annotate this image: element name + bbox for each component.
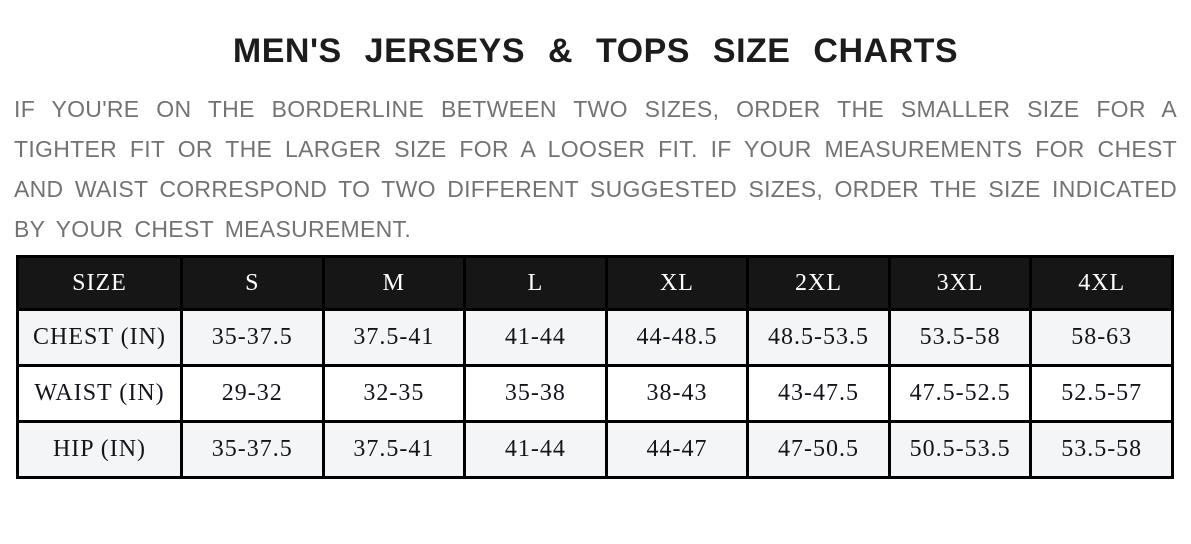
size-chart-page: [0, 34, 1191, 479]
size-value-cell: 52.5-57: [1031, 366, 1173, 422]
table-row: [18, 422, 1173, 478]
column-header: 2XL: [748, 257, 890, 310]
intro-line-1: IF YOU'RE ON THE BORDERLINE BETWEEN TWO SIZES, ORDER THE SMALLER SIZE FOR A: [14, 96, 1177, 122]
column-header: M: [323, 257, 465, 310]
size-value-cell: 37.5-41: [323, 310, 465, 366]
size-value-cell: 47.5-52.5: [889, 366, 1031, 422]
size-value-cell: 58-63: [1031, 310, 1173, 366]
size-value-cell: 35-37.5: [182, 422, 324, 478]
intro-line-3: AND WAIST CORRESPOND TO TWO DIFFERENT SUGGESTED SIZES, ORDER THE SIZE INDICATED: [14, 176, 1177, 202]
row-label: WAIST (IN): [18, 366, 182, 422]
size-chart-table: [16, 255, 1174, 479]
column-header: XL: [606, 257, 748, 310]
size-value-cell: 47-50.5: [748, 422, 890, 478]
size-value-cell: 53.5-58: [889, 310, 1031, 366]
row-label: HIP (IN): [18, 422, 182, 478]
intro-line-2: TIGHTER FIT OR THE LARGER SIZE FOR A LOOSER FIT. IF YOUR MEASUREMENTS FOR CHEST: [14, 136, 1177, 162]
column-header-size: SIZE: [18, 257, 182, 310]
size-value-cell: 29-32: [182, 366, 324, 422]
size-chart-body: [18, 310, 1173, 478]
row-label: CHEST (IN): [18, 310, 182, 366]
table-row: [18, 366, 1173, 422]
intro-line-4: BY YOUR CHEST MEASUREMENT.: [14, 216, 412, 242]
size-value-cell: 50.5-53.5: [889, 422, 1031, 478]
column-header: S: [182, 257, 324, 310]
size-value-cell: 43-47.5: [748, 366, 890, 422]
size-value-cell: 32-35: [323, 366, 465, 422]
column-header: 3XL: [889, 257, 1031, 310]
size-value-cell: 37.5-41: [323, 422, 465, 478]
size-chart-header-row: [18, 257, 1173, 310]
column-header: L: [465, 257, 607, 310]
size-value-cell: 53.5-58: [1031, 422, 1173, 478]
page-title: MEN'S JERSEYS & TOPS SIZE CHARTS: [232, 32, 959, 70]
size-value-cell: 35-38: [465, 366, 607, 422]
size-value-cell: 35-37.5: [182, 310, 324, 366]
column-header: 4XL: [1031, 257, 1173, 310]
size-value-cell: 48.5-53.5: [748, 310, 890, 366]
intro-paragraph: [14, 89, 1177, 249]
size-value-cell: 44-47: [606, 422, 748, 478]
size-value-cell: 41-44: [465, 422, 607, 478]
size-value-cell: 44-48.5: [606, 310, 748, 366]
size-value-cell: 41-44: [465, 310, 607, 366]
table-row: [18, 310, 1173, 366]
size-value-cell: 38-43: [606, 366, 748, 422]
